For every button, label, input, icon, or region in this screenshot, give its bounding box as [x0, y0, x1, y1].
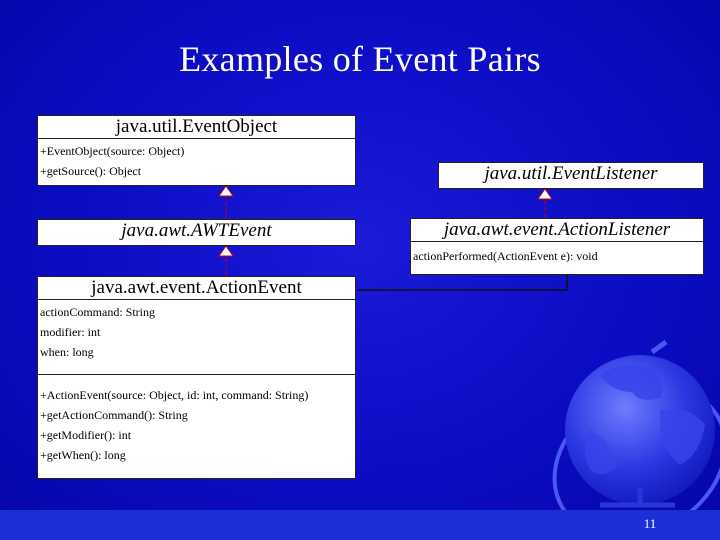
class-action-event [37, 276, 356, 479]
operation: +getWhen(): long [40, 448, 126, 462]
attribute: when: long [40, 345, 94, 359]
page-number: 11 [643, 516, 657, 531]
class-name: java.util.EventObject [38, 116, 355, 139]
inheritance-arrow-action-event [219, 246, 233, 256]
operation: +getActionCommand(): String [40, 408, 188, 422]
class-name: java.util.EventListener [484, 163, 658, 184]
operation: +getSource(): Object [40, 164, 142, 178]
class-event-listener [438, 162, 704, 189]
operations-section [38, 139, 355, 183]
operations-section [38, 375, 355, 467]
class-name: java.awt.AWTEvent [121, 220, 272, 241]
operation: actionPerformed(ActionEvent e): void [413, 249, 598, 263]
operation: +EventObject(source: Object) [40, 144, 185, 158]
class-name: java.awt.event.ActionEvent [38, 277, 355, 300]
class-name: java.awt.event.ActionListener [411, 219, 703, 242]
dependency-line [357, 275, 567, 290]
slide-title: Examples of Event Pairs [179, 39, 541, 79]
operation: +ActionEvent(source: Object, id: int, command: String) [40, 388, 309, 402]
attribute: actionCommand: String [40, 305, 155, 319]
operation: +getModifier(): int [40, 428, 132, 442]
inheritance-arrow-awt [219, 186, 233, 196]
class-action-listener [410, 218, 704, 275]
attribute: modifier: int [40, 325, 101, 339]
operations-section [411, 242, 703, 268]
inheritance-arrow-listener [538, 189, 552, 199]
class-awt-event [37, 219, 356, 246]
attributes-section [38, 300, 355, 375]
class-event-object [37, 115, 356, 186]
